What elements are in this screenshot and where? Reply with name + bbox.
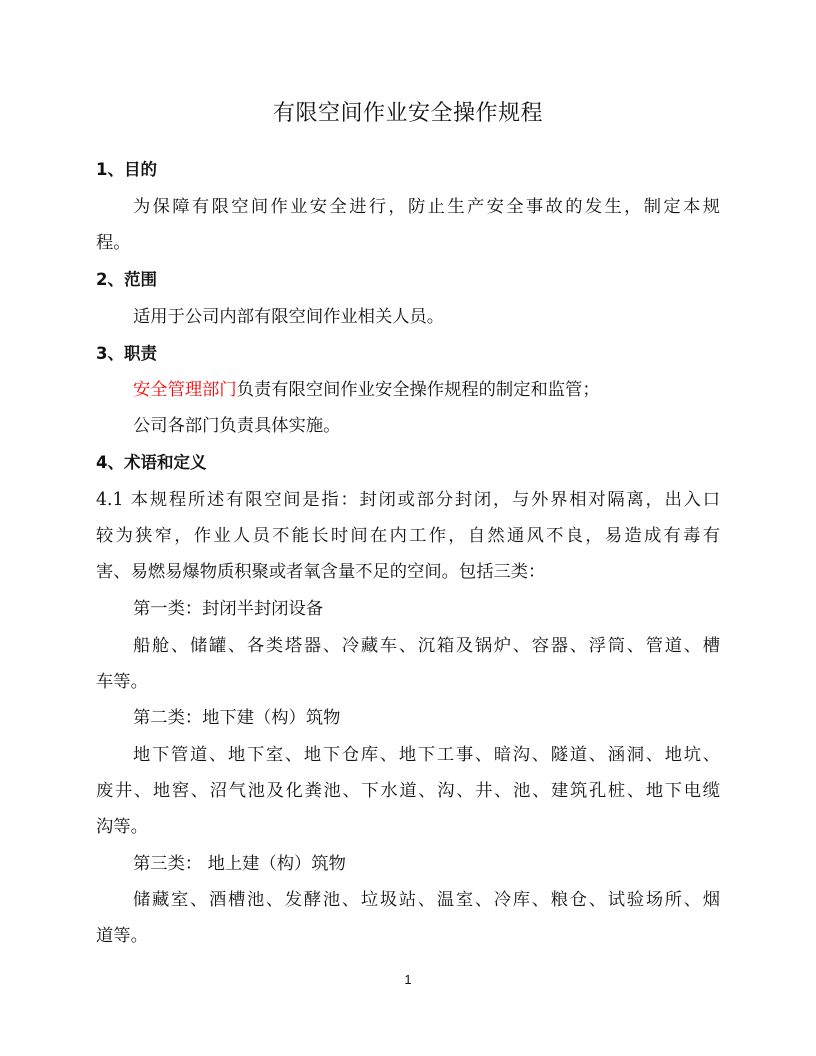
document-title: 有限空间作业安全操作规程 [272,101,543,126]
section-heading-responsibility: 3、职责 [96,344,157,363]
category-label: 第二类：地下建（构）筑物 [133,708,341,728]
paragraph-line: 较为狭窄，作业人员不能长时间在内工作，自然通风不良，易造成有毒有 [96,526,720,546]
paragraph-line: 车等。 [96,672,148,692]
paragraph-line [133,378,720,402]
paragraph-line: 储藏室、酒槽池、发酵池、垃圾站、温室、冷库、粮仓、试验场所、烟 [133,890,720,910]
paragraph-line: 程。 [96,233,131,253]
paragraph-line: 适用于公司内部有限空间作业相关人员。 [133,307,445,327]
paragraph-line: 4.1 本规程所述有限空间是指：封闭或部分封闭，与外界相对隔离，出入口 [96,490,720,510]
paragraph-line: 地下管道、地下室、地下仓库、地下工事、暗沟、隧道、涵洞、地坑、 [133,745,720,765]
section-heading-purpose: 1、目的 [96,160,157,179]
section-heading-definitions: 4、术语和定义 [96,453,207,472]
page-number: 1 [404,972,412,987]
responsibility-text: 负责有限空间作业安全操作规程的制定和监管； [236,380,600,400]
category-label: 第三类： 地上建（构）筑物 [133,854,346,874]
paragraph-line: 害、易燃易爆物质积聚或者氧含量不足的空间。包括三类： [96,562,546,582]
paragraph-line: 废井、地窖、沼气池及化粪池、下水道、沟、井、池、建筑孔桩、地下电缆 [96,781,720,801]
paragraph-line: 为保障有限空间作业安全进行，防止生产安全事故的发生，制定本规 [133,197,720,217]
paragraph-line: 船舱、储罐、各类塔器、冷藏车、沉箱及锅炉、容器、浮筒、管道、槽 [133,636,720,656]
paragraph-line: 沟等。 [96,817,148,837]
category-label: 第一类：封闭半封闭设备 [133,599,324,619]
paragraph-line: 公司各部门负责具体实施。 [133,416,341,436]
section-heading-scope: 2、范围 [96,270,157,289]
highlighted-department: 安全管理部门 [133,380,237,400]
paragraph-line: 道等。 [96,926,148,946]
